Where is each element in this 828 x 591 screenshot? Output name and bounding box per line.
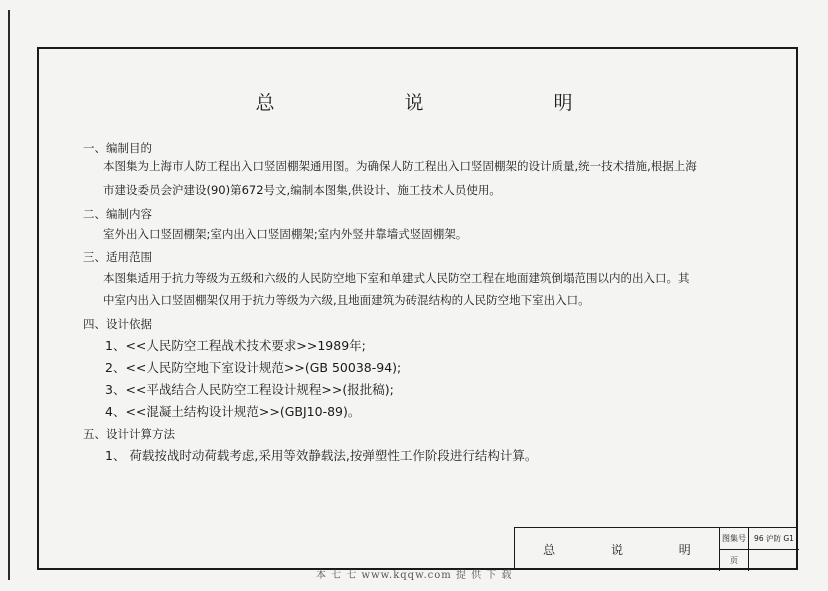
section-heading-purpose: 一、编制目的 [83, 141, 152, 155]
section-paragraph-line: 本图集适用于抗力等级为五级和六级的人民防空地下室和单建式人民防空工程在地面建筑倒塌范围以内的出入口。其 [103, 271, 690, 285]
atlas-number-value: 96 沪防 G1 [749, 528, 799, 550]
drawing-frame [37, 47, 798, 570]
section-paragraph-line: 中室内出入口竖固棚架仅用于抗力等级为六级,且地面建筑为砖混结构的人民防空地下室出入口。 [103, 293, 590, 307]
section-heading-content: 二、编制内容 [83, 207, 152, 221]
page-value [749, 550, 799, 571]
section-heading-basis: 四、设计依据 [83, 317, 152, 331]
basis-list-item: 4、<<混凝土结构设计规范>>(GBJ10-89)。 [105, 404, 361, 419]
page-title: 总 说 明 [255, 92, 635, 114]
basis-list-item: 2、<<人民防空地下室设计规范>>(GB 50038-94); [105, 360, 402, 375]
section-heading-scope: 三、适用范围 [83, 250, 152, 264]
basis-list-item: 3、<<平战结合人民防空工程设计规程>>(报批稿); [105, 382, 394, 397]
section-paragraph-line: 市建设委员会沪建设(90)第672号文,编制本图集,供设计、施工技术人员使用。 [103, 183, 501, 197]
watermark-text: 本 七 七 www.kqqw.com 提 供 下 载 [316, 570, 513, 581]
title-block-name: 总 说 明 [515, 528, 720, 571]
section-paragraph-line: 室外出入口竖固棚架;室内出入口竖固棚架;室内外竖井靠墙式竖固棚架。 [103, 227, 468, 241]
title-block [514, 527, 798, 570]
section-heading-method: 五、设计计算方法 [83, 427, 175, 441]
page-label: 页 [720, 550, 749, 571]
section-paragraph-line: 本图集为上海市人防工程出入口竖固棚架通用图。为确保人防工程出入口竖固棚架的设计质量,统一技术措施,根据上海 [103, 159, 697, 173]
method-list-item: 1、 荷载按战时动荷载考虑,采用等效静载法,按弹塑性工作阶段进行结构计算。 [105, 448, 538, 463]
basis-list-item: 1、<<人民防空工程战术技术要求>>1989年; [105, 338, 366, 353]
atlas-number-label: 图集号 [720, 528, 749, 550]
